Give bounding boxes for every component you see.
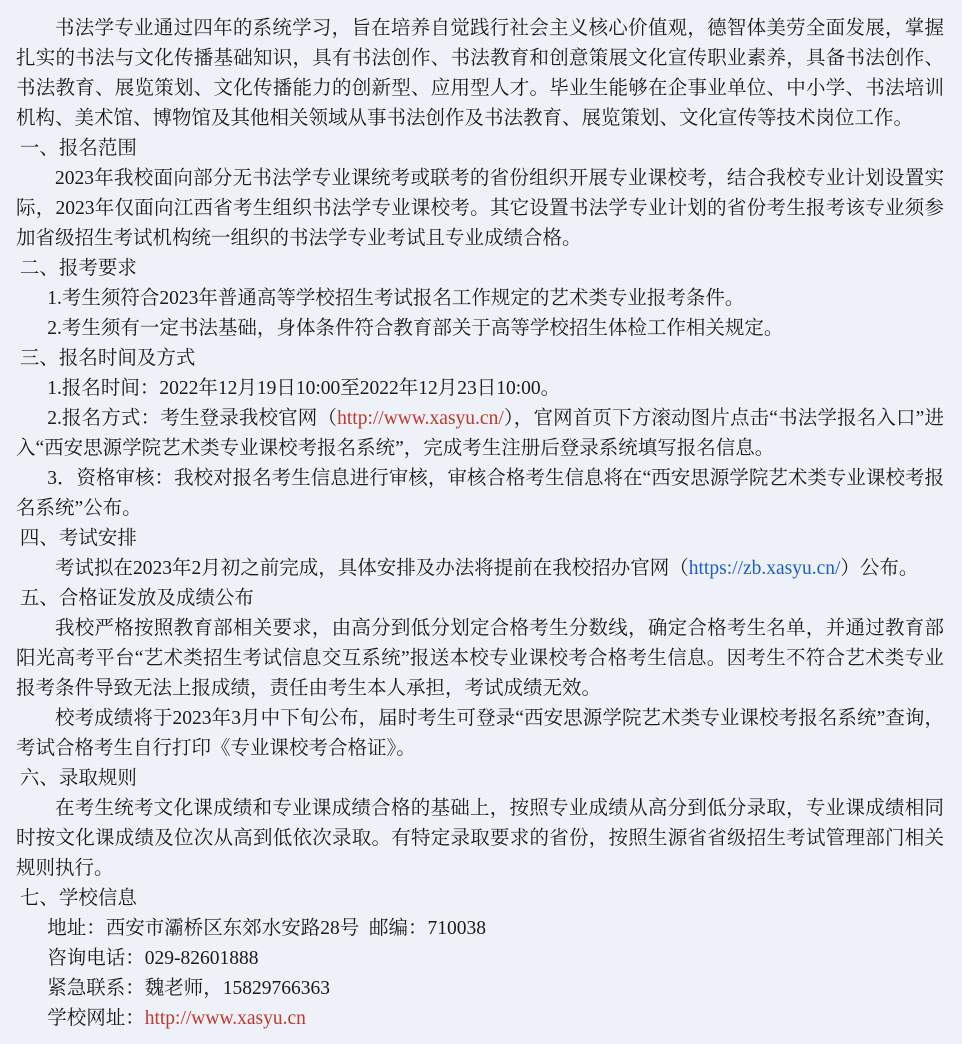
signup-time: 1.报名时间：2022年12月19日10:00至2022年12月23日10:00。 [47, 378, 561, 399]
school-website-link[interactable]: http://www.xasyu.cn/ [337, 408, 504, 429]
exam-arrangement [16, 554, 944, 584]
exam-arrangement-prefix: 考试拟在2023年2月初之前完成，具体安排及办法将提前在我校招办官网（ [55, 558, 689, 579]
section-heading-admission-rules: 六、录取规则 [19, 768, 137, 789]
address-label: 地址： [47, 918, 106, 939]
signup-method-suffix: ），官网首页下方滚动图片点击“书法学报名入口”进入“西安思源学院艺术类专业课校考报名系统”，完成考生注册后登录系统填写报名信息。 [16, 408, 944, 459]
requirement-item-1: 1.考生须符合2023年普通高等学校招生考试报名工作规定的艺术类专业报考条件。 [47, 288, 745, 309]
signup-method-prefix: 2.报名方式：考生登录我校官网（ [47, 408, 338, 429]
section-heading-scope: 一、报名范围 [19, 138, 137, 159]
admissions-website-link[interactable]: https://zb.xasyu.cn/ [688, 558, 841, 579]
certificate-paragraph-2: 校考成绩将于2023年3月中下旬公布，届时考生可登录“西安思源学院艺术类专业课校考报名系统”查询，考试合格考生自行打印《专业课校考合格证》。 [16, 708, 944, 759]
section-heading-school-info: 七、学校信息 [19, 888, 137, 909]
requirement-item-2: 2.考生须有一定书法基础，身体条件符合教育部关于高等学校招生体检工作相关规定。 [47, 318, 784, 339]
signup-review: 3．资格审核：我校对报名考生信息进行审核，审核合格考生信息将在“西安思源学院艺术类专业课校考报名系统”公布。 [16, 468, 944, 519]
postcode-value: 710038 [427, 918, 486, 939]
section-heading-requirements: 二、报考要求 [19, 258, 137, 279]
website-label: 学校网址： [47, 1008, 145, 1029]
scope-paragraph: 2023年我校面向部分无书法学专业课统考或联考的省份组织开展专业课校考，结合我校专业计划设置实际，2023年仅面向江西省考生组织书法学专业课校考。其它设置书法学专业计划的省份考生报考该专业须参加省级招生考试机构统一组织的书法学专业考试且专业成绩合格。 [16, 168, 944, 249]
school-website-line [16, 1004, 944, 1034]
section-heading-certificate: 五、合格证发放及成绩公布 [19, 588, 254, 609]
postcode-label: 邮编： [368, 918, 428, 939]
admission-rules-paragraph: 在考生统考文化课成绩和专业课成绩合格的基础上，按照专业成绩从高分到低分录取，专业课成绩相同时按文化课成绩及位次从高到低依次录取。有特定录取要求的省份，按照生源省省级招生考试管理部门相关规则执行。 [16, 798, 944, 879]
certificate-paragraph-1: 我校严格按照教育部相关要求，由高分到低分划定合格考生分数线，确定合格考生名单，并通过教育部阳光高考平台“艺术类招生考试信息交互系统”报送本校专业课校考合格考生信息。因考生不符合艺术类专业报考条件导致无法上报成绩，责任由考生本人承担，考试成绩无效。 [16, 618, 944, 699]
section-heading-signup: 三、报名时间及方式 [19, 348, 196, 369]
urgent-contact-label: 紧急联系： [47, 978, 145, 999]
school-urgent-contact-line [16, 974, 944, 1004]
phone-value: 029-82601888 [144, 948, 259, 969]
intro-paragraph: 书法学专业通过四年的系统学习，旨在培养自觉践行社会主义核心价值观，德智体美劳全面发展，掌握扎实的书法与文化传播基础知识，具有书法创作、书法教育和创意策展文化宣传职业素养，具备书法创作、书法教育、展览策划、文化传播能力的创新型、应用型人才。毕业生能够在企事业单位、中小学、书法培训机构、美术馆、博物馆及其他相关领域从事书法创作及书法教育、展览策划、文化宣传等技术岗位工作。 [16, 18, 944, 129]
school-phone-line [16, 944, 944, 974]
exam-arrangement-suffix: ）公布。 [840, 558, 919, 579]
school-homepage-link[interactable]: http://www.xasyu.cn [144, 1008, 306, 1029]
urgent-contact-value: 魏老师，15829766363 [144, 978, 330, 999]
section-heading-exam: 四、考试安排 [19, 528, 137, 549]
phone-label: 咨询电话： [47, 948, 145, 969]
school-address-line [16, 914, 944, 944]
signup-method [16, 404, 944, 464]
address-value: 西安市灞桥区东郊水安路28号 [105, 918, 360, 939]
